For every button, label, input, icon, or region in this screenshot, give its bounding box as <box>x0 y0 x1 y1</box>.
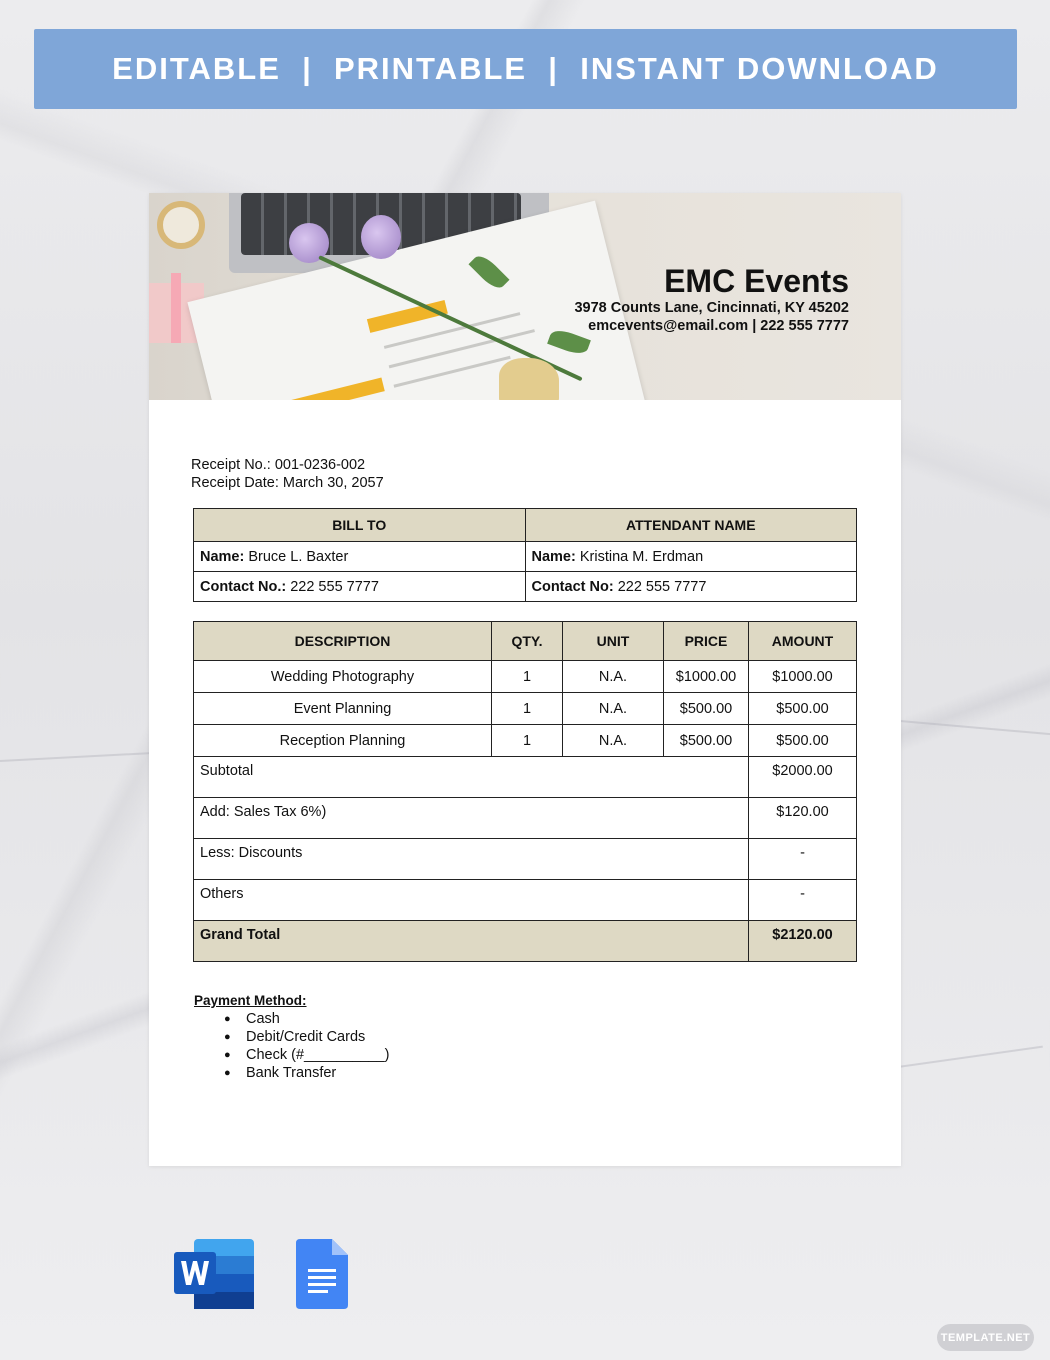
item-amount: $1000.00 <box>749 661 857 693</box>
items-table <box>193 621 857 962</box>
item-amount: $500.00 <box>749 693 857 725</box>
sales-tax-value: $120.00 <box>749 798 857 839</box>
receipt-meta <box>191 456 384 492</box>
item-unit: N.A. <box>563 725 664 757</box>
description-header: DESCRIPTION <box>194 622 492 661</box>
item-description: Wedding Photography <box>194 661 492 693</box>
summary-row <box>194 880 857 921</box>
list-item: ● Check (#__________) <box>246 1046 390 1064</box>
payment-section <box>194 992 390 1082</box>
table-row <box>194 661 857 693</box>
gift-ribbon-image <box>171 273 181 343</box>
list-item: ● Cash <box>246 1010 390 1028</box>
attendant-name: Name: Kristina M. Erdman <box>525 542 857 572</box>
payment-methods-list <box>194 1010 390 1082</box>
gold-ornament-image <box>499 358 559 400</box>
grand-total-label: Grand Total <box>194 921 749 962</box>
item-description: Reception Planning <box>194 725 492 757</box>
discounts-value: - <box>749 839 857 880</box>
others-label: Others <box>194 880 749 921</box>
receipt-number: Receipt No.: 001-0236-002 <box>191 457 366 473</box>
others-value: - <box>749 880 857 921</box>
attendant-header: ATTENDANT NAME <box>525 509 857 542</box>
table-row <box>194 725 857 757</box>
item-qty: 1 <box>492 725 563 757</box>
subtotal-label: Subtotal <box>194 757 749 798</box>
item-unit: N.A. <box>563 693 664 725</box>
bill-to-name: Name: Bruce L. Baxter <box>194 542 526 572</box>
summary-row <box>194 839 857 880</box>
item-price: $1000.00 <box>664 661 749 693</box>
header-photo <box>149 193 901 400</box>
google-docs-icon <box>296 1239 348 1309</box>
table-row <box>194 693 857 725</box>
item-price: $500.00 <box>664 725 749 757</box>
price-header: PRICE <box>664 622 749 661</box>
qty-header: QTY. <box>492 622 563 661</box>
subtotal-value: $2000.00 <box>749 757 857 798</box>
company-name: EMC Events <box>664 263 849 299</box>
bill-to-contact: Contact No.: 222 555 7777 <box>194 572 526 602</box>
company-address: 3978 Counts Lane, Cincinnati, KY 45202 <box>574 300 849 316</box>
table-row <box>194 572 857 602</box>
watermark-text: TEMPLATE.NET <box>940 1331 1031 1344</box>
sales-tax-label: Add: Sales Tax 6%) <box>194 798 749 839</box>
summary-row <box>194 798 857 839</box>
flower-image <box>361 215 401 259</box>
attendant-contact: Contact No: 222 555 7777 <box>525 572 857 602</box>
table-header-row <box>194 622 857 661</box>
bill-to-header: BILL TO <box>194 509 526 542</box>
word-icon <box>174 1239 254 1309</box>
item-qty: 1 <box>492 661 563 693</box>
watermark-badge <box>937 1324 1034 1351</box>
banner-text: EDITABLE | PRINTABLE | INSTANT DOWNLOAD <box>112 51 939 86</box>
company-info <box>574 263 849 335</box>
receipt-date: Receipt Date: March 30, 2057 <box>191 475 384 491</box>
discounts-label: Less: Discounts <box>194 839 749 880</box>
item-amount: $500.00 <box>749 725 857 757</box>
receipt-document <box>149 193 901 1166</box>
item-description: Event Planning <box>194 693 492 725</box>
list-item: ● Bank Transfer <box>246 1064 390 1082</box>
grand-total-value: $2120.00 <box>749 921 857 962</box>
item-unit: N.A. <box>563 661 664 693</box>
table-header-row <box>194 509 857 542</box>
list-item: ● Debit/Credit Cards <box>246 1028 390 1046</box>
parties-table <box>193 508 857 602</box>
company-contact: emcevents@email.com | 222 555 7777 <box>588 318 849 334</box>
table-row <box>194 542 857 572</box>
item-qty: 1 <box>492 693 563 725</box>
amount-header: AMOUNT <box>749 622 857 661</box>
unit-header: UNIT <box>563 622 664 661</box>
top-banner <box>34 29 1017 109</box>
item-price: $500.00 <box>664 693 749 725</box>
ring-image <box>157 201 205 249</box>
summary-row <box>194 757 857 798</box>
payment-title: Payment Method: <box>194 993 307 1008</box>
grand-total-row <box>194 921 857 962</box>
